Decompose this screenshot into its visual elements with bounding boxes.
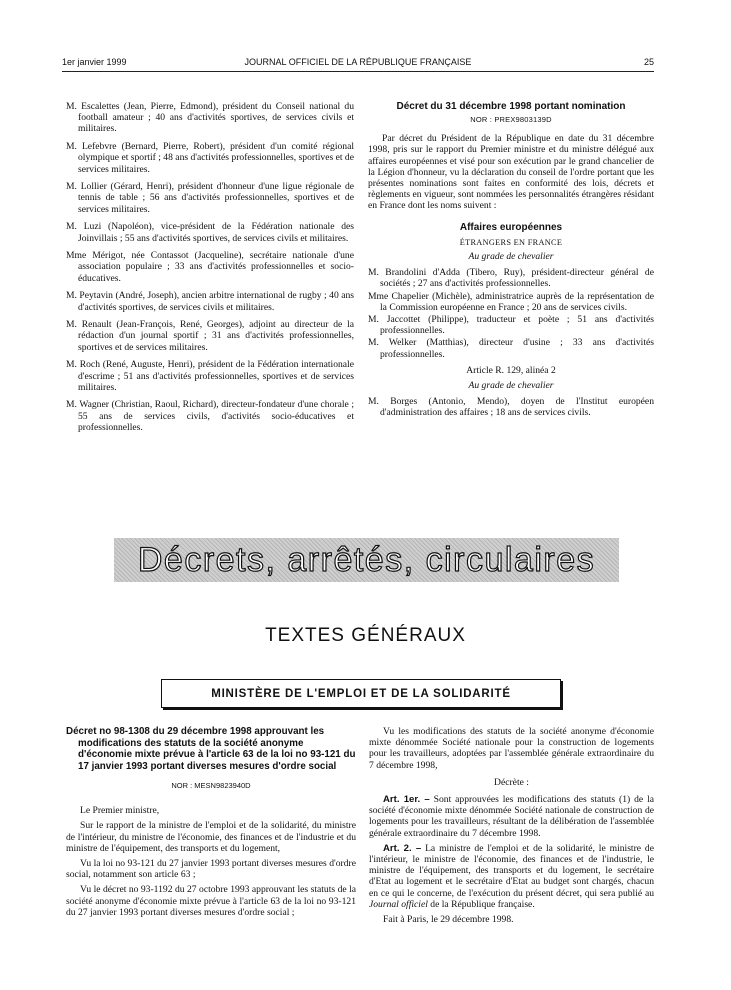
article-1	[369, 794, 654, 839]
header-date: 1er janvier 1999	[62, 57, 127, 67]
list-item: M. Wagner (Christian, Raoul, Richard), directeur-fondateur d'une chorale ; 55 ans de services civils, d'activités socio-éducatives et professionnelles.	[66, 399, 354, 433]
list-item: M. Borges (Antonio, Mendo), doyen de l'Institut européen d'administration des affaires ; 18 ans de services civils.	[368, 396, 654, 419]
article-2-text-end: de la République française.	[430, 898, 535, 910]
list-item: M. Welker (Matthias), directeur d'usine ; 33 ans d'activités professionnelles.	[368, 337, 654, 360]
list-item: M. Roch (René, Auguste, Henri), président de la Fédération internationale d'escrime ; 51 ans d'activités professionnelles, sportives et de services militaires.	[66, 359, 354, 393]
header-rule	[62, 71, 654, 72]
decree-nor: NOR : MESN9823940D	[171, 781, 251, 790]
article-heading: Article R. 129, alinéa 2	[466, 364, 556, 376]
article-2-label: Art. 2. –	[383, 842, 422, 854]
lower-left-column	[66, 726, 356, 922]
paragraph: Vu la loi no 93-121 du 27 janvier 1993 portant diverses mesures d'ordre social, notamment son article 63 ;	[66, 858, 356, 881]
decrete-heading: Décrète :	[494, 776, 529, 788]
section-banner	[114, 538, 619, 582]
grade-heading: Au grade de chevalier	[468, 380, 554, 392]
list-item: Mme Mérigot, née Contassot (Jacqueline), secrétaire nationale d'une association populaire ; 33 ans d'activités professionnelles et socio-éducatives.	[66, 250, 354, 284]
article-1-text: Sont approuvées les modifications des statuts (1) de la société d'économie mixte dénommée Société nationale de construction de logements pour les travailleurs, résultant de la délibération de l'assemblée générale extraordinaire du 7 décembre 1998.	[369, 794, 654, 839]
decree-nor: NOR : PREX9803139D	[470, 115, 552, 124]
article-2-text: La ministre de l'emploi et de la solidarité, le ministre de l'intérieur, le ministre de l'économie, des finances et de l'industrie, le ministre de l'équipement, des transports et du logement, le secrétaire d'Etat au logement et le secrétaire d'Etat au budget sont chargés, chacun en ce qui le concerne, de l'exécution du présent décret, qui sera publié au	[369, 842, 654, 899]
list-item: Mme Chapelier (Michèle), administratrice auprès de la représentation de la Commission européenne en France ; 20 ans de services civils.	[368, 290, 654, 313]
decree-title: Décret no 98-1308 du 29 décembre 1998 approuvant les modifications des statuts de la société anonyme d'économie mixte prévue à l'article 63 de la loi no 93-121 du 17 janvier 1993 portant diverses mesures d'ordre social	[66, 726, 356, 772]
list-item: M. Peytavin (André, Joseph), ancien arbitre international de rugby ; 40 ans d'activités sportives, de services civils et militaires.	[66, 290, 354, 313]
page-header	[62, 57, 654, 71]
list-item: M. Luzi (Napoléon), vice-président de la Fédération nationale des Joinvillais ; 55 ans d'activités sportives, de services civils et militaires.	[66, 221, 354, 244]
decree-title: Décret du 31 décembre 1998 portant nomination	[396, 101, 626, 112]
left-column-nominations	[66, 101, 354, 440]
textes-generaux-heading: TEXTES GÉNÉRAUX	[265, 625, 466, 646]
section-heading: Affaires européennes	[459, 221, 563, 233]
ministry-title: MINISTÈRE DE L'EMPLOI ET DE LA SOLIDARITÉ	[211, 687, 511, 700]
list-item: M. Lefebvre (Bernard, Pierre, Robert), président d'un comité régional olympique et sportif ; 48 ans d'activités professionnelles, sportives et de services militaires.	[66, 141, 354, 175]
grade-heading: Au grade de chevalier	[468, 251, 554, 263]
ministry-box	[161, 679, 561, 708]
list-item: M. Jaccottet (Philippe), traducteur et poète ; 51 ans d'activités professionnelles.	[368, 314, 654, 337]
signature-date: Fait à Paris, le 29 décembre 1998.	[383, 914, 514, 926]
header-page-number: 25	[643, 57, 654, 67]
header-title: JOURNAL OFFICIEL DE LA RÉPUBLIQUE FRANÇAISE	[244, 57, 472, 67]
list-item: M. Renault (Jean-François, René, Georges), adjoint au directeur de la rédaction d'un journal sportif ; 31 ans d'activités professionnelles, sportives et de services militaires.	[66, 319, 354, 353]
paragraph: Vu le décret no 93-1192 du 27 octobre 1993 approuvant les statuts de la société anonyme d'économie mixte prévue à l'article 63 de la loi no 93-121 du 27 janvier 1993 portant diverses mesures d'ordre social ;	[66, 884, 356, 918]
paragraph: Le Premier ministre,	[80, 805, 160, 817]
right-column-decree	[368, 101, 654, 425]
journal-officiel-text: Journal officiel	[369, 898, 428, 910]
lower-right-column	[369, 726, 654, 929]
paragraph: Vu les modifications des statuts de la société anonyme d'économie mixte dénommée Société nationale pour la construction de logements pour les travailleurs, adoptées par l'assemblée générale extraordinaire du 7 décembre 1998,	[369, 726, 654, 771]
list-item: M. Lollier (Gérard, Henri), président d'honneur d'une ligue régionale de tennis de table ; 56 ans d'activités professionnelles, sportives et de services militaires.	[66, 181, 354, 215]
banner-title: Décrets, arrêtés, circulaires	[137, 540, 596, 579]
article-1-label: Art. 1er. –	[383, 794, 430, 806]
subsection-heading: ÉTRANGERS EN FRANCE	[459, 237, 563, 247]
list-item: M. Brandolini d'Adda (Tibero, Ruy), président-directeur général de sociétés ; 27 ans d'activités professionnelles.	[368, 267, 654, 290]
paragraph: Sur le rapport de la ministre de l'emploi et de la solidarité, du ministre de l'intérieur, du ministre de l'économie, des finances et de l'industrie et du ministre de l'équipement, des transports et du logement,	[66, 820, 356, 854]
decree-intro: Par décret du Président de la République en date du 31 décembre 1998, pris sur le rapport du Premier ministre et du ministre délégué aux affaires européennes et visé pour son exécution par le grand chancelier de la Légion d'honneur, vu la déclaration du conseil de l'ordre portant que les présentes nominations sont faites en conformité des lois, décrets et règlements en vigueur, sont nommées les personnalités étrangères résidant en France dont les noms suivent :	[368, 133, 654, 212]
list-item: M. Escalettes (Jean, Pierre, Edmond), président du Conseil national du football amateur ; 40 ans d'activités sportives, de services civils et militaires.	[66, 101, 354, 135]
article-2	[369, 843, 654, 910]
